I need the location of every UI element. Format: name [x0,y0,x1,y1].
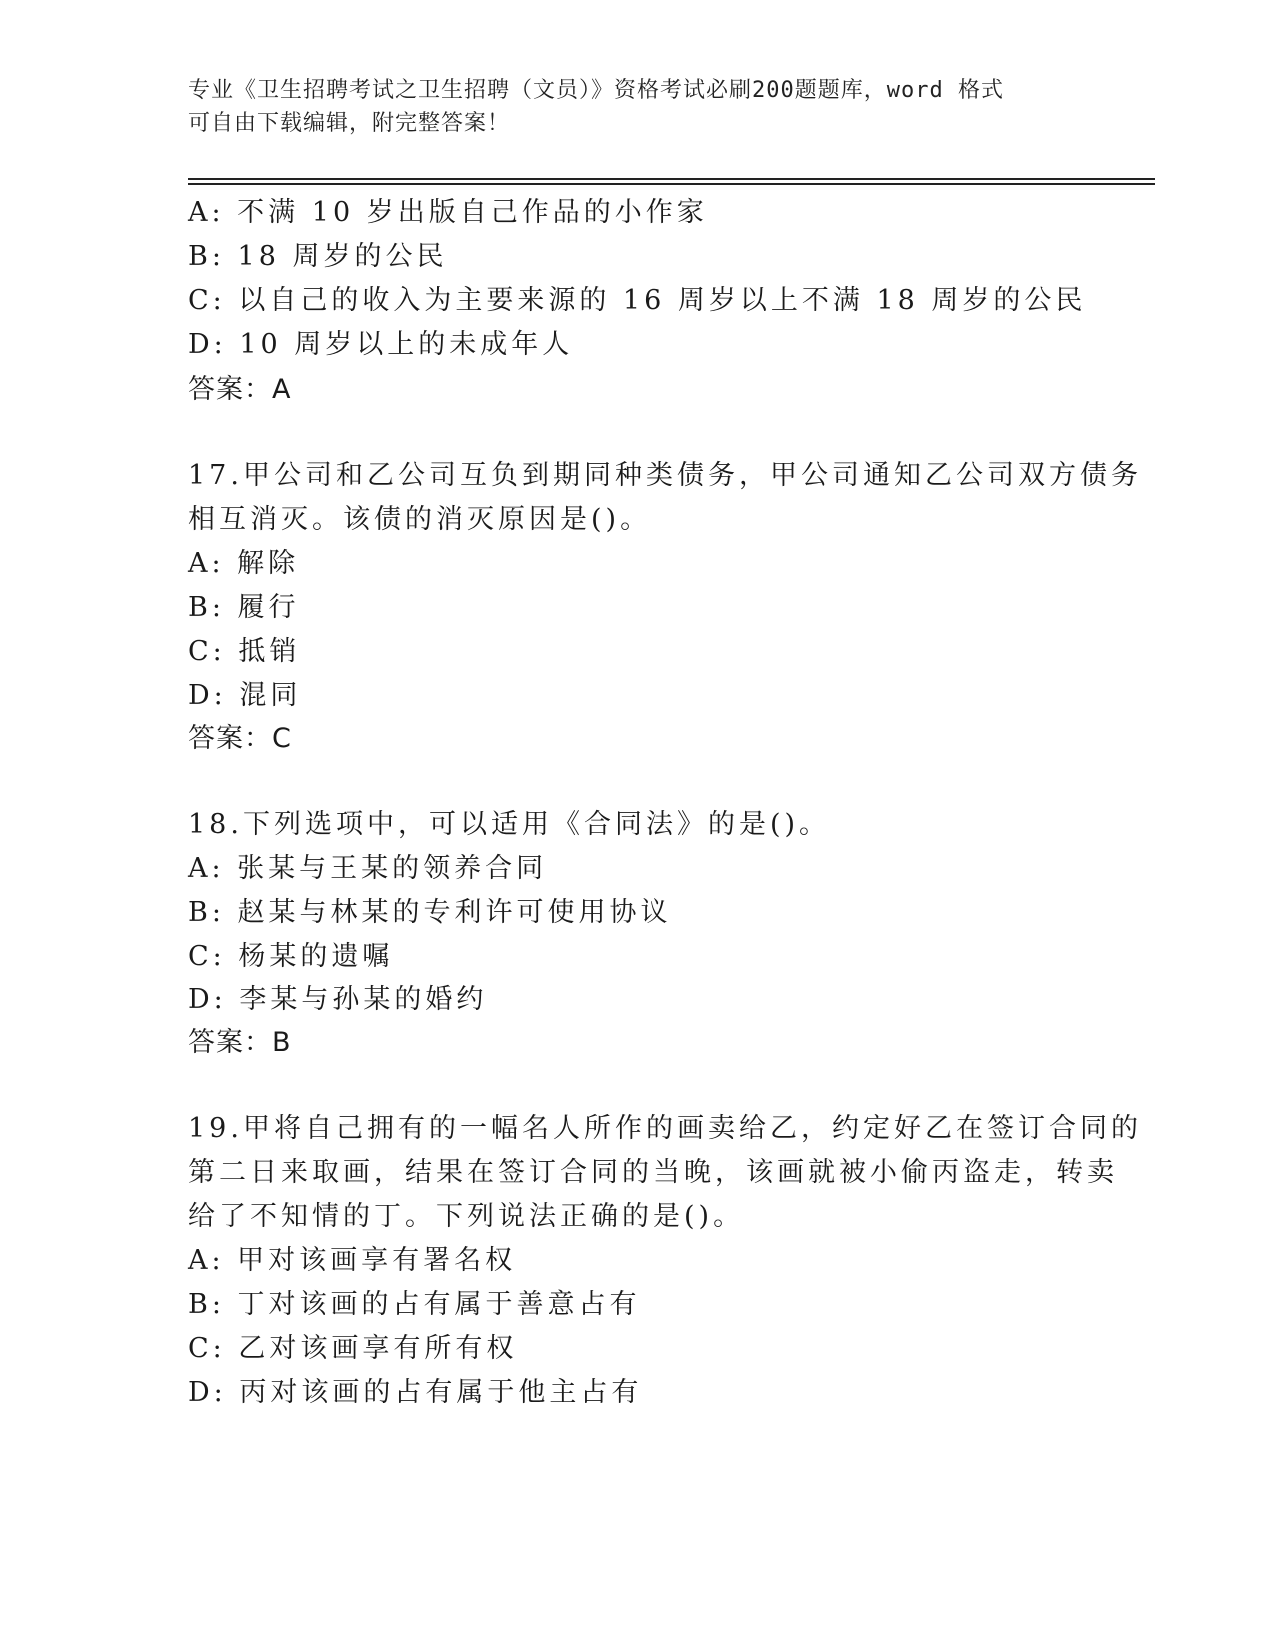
q19-option-a: A: 甲对该画享有署名权 [188,1245,517,1276]
header-title-line-1: 专业《卫生招聘考试之卫生招聘（文员）》资格考试必刷200题题库，word 格式 [188,78,1004,103]
q17-option-a: A: 解除 [188,548,300,579]
q17-stem-line-2: 相互消灭。该债的消灭原因是()。 [188,504,652,535]
q17-option-d: D: 混同 [188,680,302,711]
q16-option-a: A: 不满 10 岁出版自己作品的小作家 [188,197,708,228]
q18-option-c: C: 杨某的遗嘱 [188,941,394,972]
header-title-line-2: 可自由下载编辑，附完整答案！ [188,111,511,136]
q19-stem-line-1: 19.甲将自己拥有的一幅名人所作的画卖给乙，约定好乙在签订合同的 [188,1113,1142,1144]
document-header [188,74,1068,140]
q19-option-c: C: 乙对该画享有所有权 [188,1333,518,1364]
q17-answer: 答案：C [188,723,292,754]
header-divider-top [188,178,1155,180]
q18-option-b: B: 赵某与林某的专利许可使用协议 [188,897,672,928]
q18-stem-line-1: 18.下列选项中，可以适用《合同法》的是()。 [188,809,831,840]
q17-option-c: C: 抵销 [188,636,301,667]
q17-option-b: B: 履行 [188,592,300,623]
q16-answer: 答案：A [188,374,292,405]
q16-option-d: D: 10 周岁以上的未成年人 [188,329,574,360]
q19-stem-line-2: 第二日来取画，结果在签订合同的当晚，该画就被小偷丙盗走，转卖 [188,1157,1118,1188]
q18-option-a: A: 张某与王某的领养合同 [188,853,548,884]
q19-option-d: D: 丙对该画的占有属于他主占有 [188,1377,643,1408]
q18-option-d: D: 李某与孙某的婚约 [188,984,488,1015]
q17-stem-line-1: 17.甲公司和乙公司互负到期同种类债务，甲公司通知乙公司双方债务 [188,460,1142,491]
q18-answer: 答案：B [188,1027,292,1058]
q19-stem-line-3: 给了不知情的丁。下列说法正确的是()。 [188,1201,745,1232]
q16-option-c: C: 以自己的收入为主要来源的 16 周岁以上不满 18 周岁的公民 [188,285,1087,316]
q19-option-b: B: 丁对该画的占有属于善意占有 [188,1289,641,1320]
q16-option-b: B: 18 周岁的公民 [188,241,448,272]
header-divider-bottom [188,183,1155,185]
